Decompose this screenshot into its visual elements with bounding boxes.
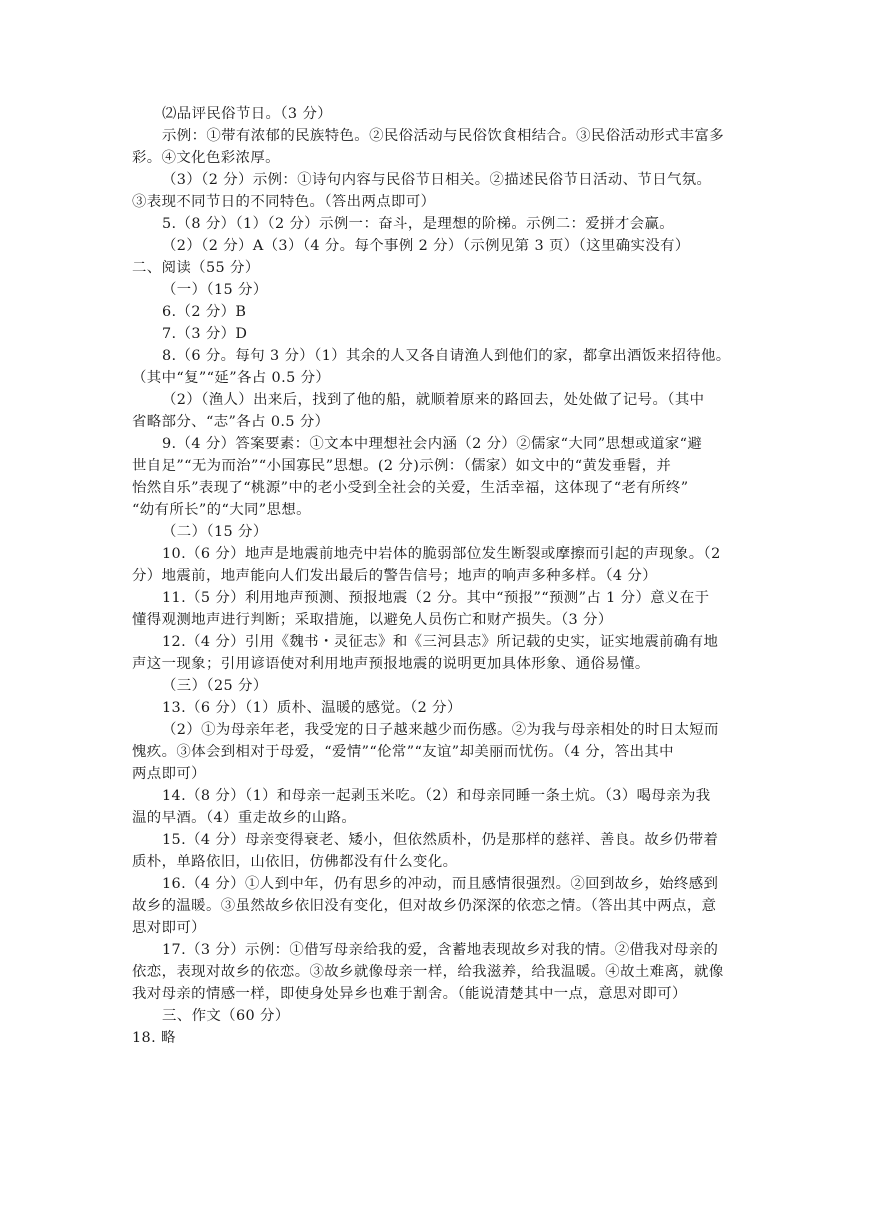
text-line: 声这一现象；引用谚语使对利用地声预报地震的说明更加具体形象、通俗易懂。 (132, 656, 650, 672)
answer-key-text (132, 103, 740, 1049)
text-line: 彩。④文化色彩浓厚。 (132, 150, 280, 166)
text-line: 18. 略 (132, 1030, 176, 1046)
text-line: 省略部分、“志”各占 0.5 分） (132, 414, 330, 430)
text-line: 三、作文（60 分） (162, 1008, 290, 1024)
text-line: 怡然自乐”表现了“桃源”中的老小受到全社会的关爱，生活幸福，这体现了“老有所终” (132, 480, 689, 496)
text-line: 5.（8 分）（1）（2 分）示例一：奋斗，是理想的阶梯。示例二：爱拼才会赢。 (162, 216, 675, 232)
text-line: （2）（渔人）出来后，找到了他的船，就顺着原来的路回去，处处做了记号。（其中 (162, 392, 705, 408)
text-line: 温的早酒。（4）重走故乡的山路。 (132, 810, 357, 826)
text-line: 6.（2 分）B (162, 304, 247, 320)
text-line: 二、阅读（55 分） (132, 260, 260, 276)
text-line: ⑵品评民俗节日。（3 分） (162, 106, 333, 122)
text-line: 愧疚。③体会到相对于母爱，“爱情”“伦常”“友谊”却美丽而忧伤。（4 分，答出其中 (132, 744, 674, 760)
text-line: 9.（4 分）答案要素：①文本中理想社会内涵（2 分）②儒家“大同”思想或道家“避 (162, 436, 703, 452)
text-line: （一）（15 分） (162, 282, 268, 298)
text-line: 依恋，表现对故乡的依恋。③故乡就像母亲一样，给我滋养，给我温暖。④故土难离，就像 (132, 964, 724, 980)
text-line: 示例：①带有浓郁的民族特色。②民俗活动与民俗饮食相结合。③民俗活动形式丰富多 (162, 128, 725, 144)
text-line: 懂得观测地声进行判断；采取措施，以避免人员伤亡和财产损失。（3 分） (132, 612, 613, 628)
text-line: 8.（6 分。每句 3 分）（1）其余的人又各自请渔人到他们的家，都拿出酒饭来招待他。 (162, 348, 731, 364)
text-line: “幼有所长”的“大同”思想。 (132, 502, 311, 518)
text-line: 11.（5 分）利用地声预测、预报地震（2 分。其中“预报”“预测”占 1 分）意义在于 (162, 590, 710, 606)
text-line: 17.（3 分）示例：①借写母亲给我的爱，含蓄地表现故乡对我的情。②借我对母亲的 (162, 942, 719, 958)
text-line: 我对母亲的情感一样，即使身处异乡也难于割舍。（能说清楚其中一点，意思对即可） (132, 986, 687, 1002)
text-line: 7.（3 分）D (162, 326, 248, 342)
text-line: 思对即可） (132, 920, 206, 936)
text-line: 质朴，单路依旧，山依旧，仿佛都没有什么变化。 (132, 854, 458, 870)
text-line: 两点即可） (132, 766, 206, 782)
text-line: （3）（2 分）示例：①诗句内容与民俗节日相关。②描述民俗节日活动、节日气氛。 (162, 172, 712, 188)
text-line: （2）①为母亲年老，我受宠的日子越来越少而伤感。②为我与母亲相处的时日太短而 (162, 722, 719, 738)
text-line: （三）（25 分） (162, 678, 268, 694)
text-line: ③表现不同节日的不同特色。（答出两点即可） (132, 194, 436, 210)
text-line: 16.（4 分）①人到中年，仍有思乡的冲动，而且感情很强烈。②回到故乡，始终感到 (162, 876, 719, 892)
text-line: 15.（4 分）母亲变得衰老、矮小，但依然质朴，仍是那样的慈祥、善良。故乡仍带着 (162, 832, 719, 848)
text-line: 13.（6 分）（1）质朴、温暖的感觉。（2 分） (162, 700, 462, 716)
text-line: （二）（15 分） (162, 524, 268, 540)
text-line: 世自足”“无为而治”“小国寡民”思想。(2 分)示例：（儒家）如文中的“黄发垂髫，并 (132, 458, 672, 474)
text-line: （其中“复”“延”各占 0.5 分） (132, 370, 331, 386)
text-line: 10.（6 分）地声是地震前地壳中岩体的脆弱部位发生断裂或摩擦而引起的声现象。（2 (162, 546, 721, 562)
text-line: 分）地震前，地声能向人们发出最后的警告信号；地声的响声多种多样。（4 分） (132, 568, 658, 584)
text-line: 14.（8 分）（1）和母亲一起剥玉米吃。（2）和母亲同睡一条土炕。（3）喝母亲为我 (162, 788, 711, 804)
text-line: （2）（2 分）A（3）（4 分。每个事例 2 分）（示例见第 3 页）（这里确实没有） (162, 238, 690, 254)
text-line: 故乡的温暖。③虽然故乡依旧没有变化，但对故乡仍深深的依恋之情。（答出其中两点，意 (132, 898, 717, 914)
text-line: 12.（4 分）引用《魏书・灵征志》和《三河县志》所记载的史实，证实地震前确有地 (162, 634, 719, 650)
